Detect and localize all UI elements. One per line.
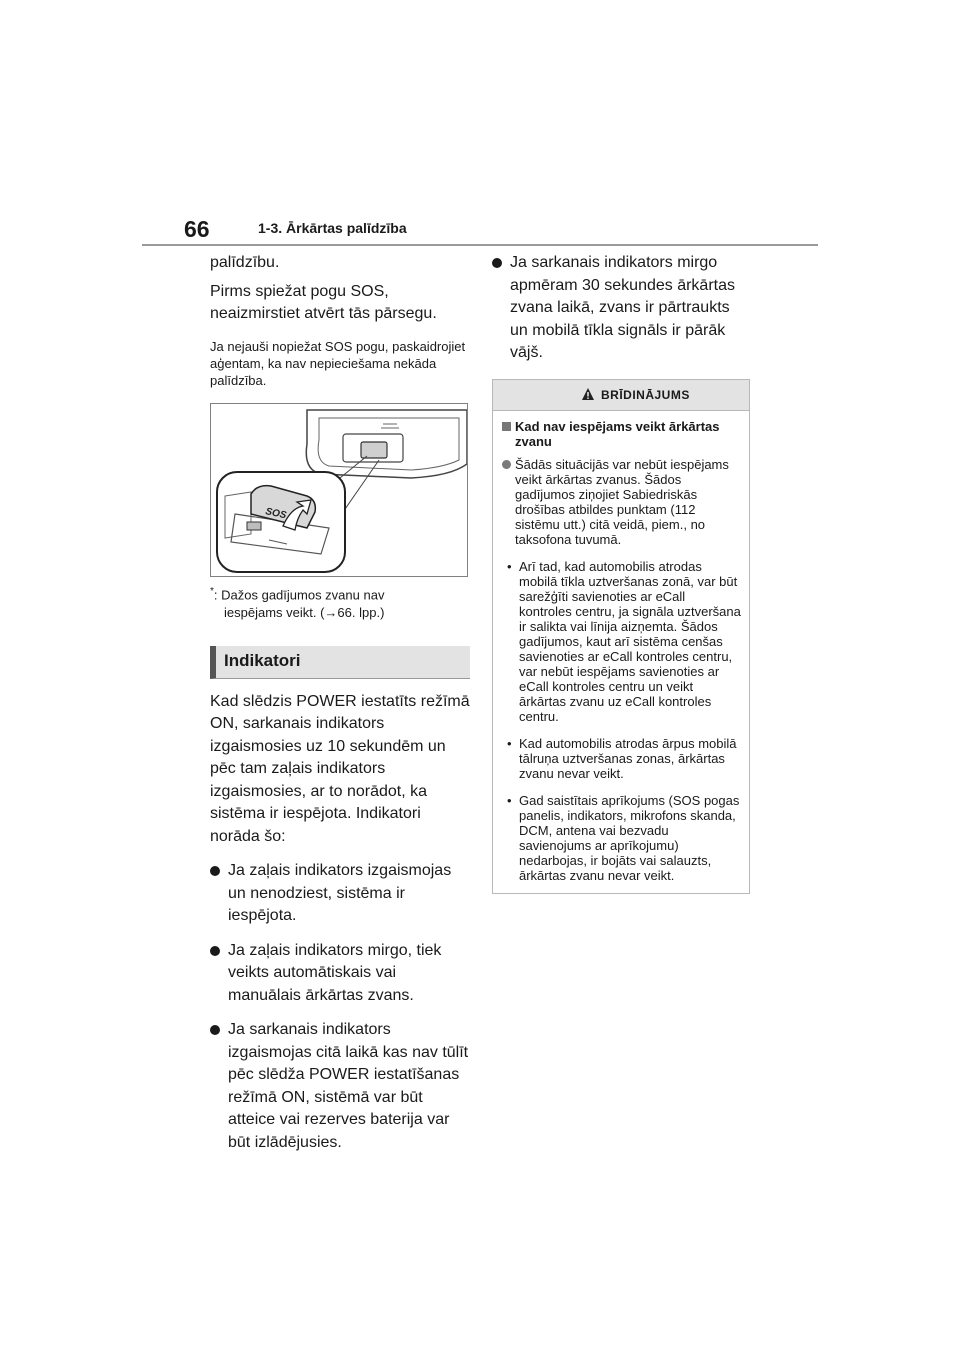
- indicator-bullets: [210, 860, 470, 1154]
- grey-bullet-icon: [502, 460, 511, 469]
- page-number: 66: [184, 216, 210, 242]
- list-item: Ja sarkanais indikators mirgo apmēram 30 sekundes ārkārtas zvana laikā, zvans ir pārtraukts un mobilā tīkla signāls ir pārāk vājš.: [492, 252, 750, 365]
- small-note: Ja nejauši nopiežat SOS pogu, paskaidrojiet aģentam, ka nav nepieciešama nekāda palīdzība.: [210, 338, 466, 388]
- warning-item: Šādās situācijās var nebūt iespējams veikt ārkārtas zvanus. Šādos gadījumos ziņojiet Sabiedriskās drošības atbildes punktam (112 sistēmu utt.) citā veidā, piem., no taksofona tuvumā.: [501, 457, 741, 547]
- header-divider: [142, 244, 818, 246]
- warning-note: • Gad saistītais aprīkojums (SOS pogas panelis, indikators, mikrofons skanda, DCM, antena vai bezvadu savienojums ar aprīkojumu) nedarbojas, ir bojāts vai salauzts, ārkārtas zvanu nevar veikt.: [507, 792, 740, 883]
- right-column: [492, 252, 750, 894]
- warning-header: [493, 380, 749, 411]
- list-item: Ja zaļais indikators izgaismojas un nenodziest, sistēma ir iespējota.: [210, 860, 470, 928]
- list-item: Ja zaļais indikators mirgo, tiek veikts automātiskais vai manuālais ārkārtas zvans.: [210, 940, 470, 1008]
- paragraph-continuation: palīdzību.: [210, 254, 280, 271]
- list-item: Ja sarkanais indikators izgaismojas citā laikā kas nav tūlīt pēc slēdža POWER iestatīšanas režīmā ON, sistēmā var būt atteice vai rezerves baterija var būt izlādējusies.: [210, 1019, 470, 1154]
- footnote-line2: iespējams veikt. (→66. lpp.): [224, 604, 385, 620]
- sos-drawing: [211, 404, 467, 576]
- page-header: [142, 206, 818, 246]
- paragraph-open-cover: Pirms spiežat pogu SOS, neaizmirstiet atvērt tās pārsegu.: [210, 282, 437, 322]
- note-bullet: •: [507, 558, 512, 574]
- indicators-paragraph: Kad slēdzis POWER iestatīts režīmā ON, sarkanais indikators izgaismosies uz 10 sekundēm un pēc tam zaļais indikators izgaismosies, ar to norādot, ka sistēma ir iespējota. Indikatori norāda šo:: [210, 692, 470, 845]
- note-bullet: •: [507, 792, 512, 808]
- warning-box: [492, 379, 750, 894]
- note-bullet: •: [507, 735, 512, 751]
- warning-title: BRĪDINĀJUMS: [601, 387, 690, 402]
- warning-note: • Arī tad, kad automobilis atrodas mobilā tīkla uztveršanas zonā, var būt sarežģīti savienoties ar eCall kontroles centru, ja signāla uztveršana ir salikta vai līnija aizņemta. Šādos gadījumos, kaut arī sistēma cenšas savienoties ar eCall kontroles centru, var nebūt iespējams savienoties ar eCall kontroles centru un veikt ārkārtas zvanu uz eCall kontroles centru.: [507, 558, 741, 724]
- footnote-mark: *: [210, 585, 214, 597]
- warning-subtitle: Kad nav iespējams veikt ārkārtas zvanu: [501, 419, 741, 449]
- section-heading: [210, 646, 470, 679]
- warning-note: • Kad automobilis atrodas ārpus mobilā tālruņa uztveršanas zonas, ārkārtas zvanu nevar veikt.: [507, 735, 737, 781]
- bullet-dot: [210, 866, 220, 876]
- figure-footnote: [210, 583, 470, 622]
- sos-button-illustration: [210, 403, 468, 577]
- section-title: Indikatori: [224, 650, 301, 670]
- left-column: [210, 252, 470, 1154]
- warning-body: [493, 411, 749, 893]
- warning-triangle-icon: [581, 387, 595, 401]
- bullet-dot: [210, 1025, 220, 1035]
- footnote-line1: : Dažos gadījumos zvanu nav: [213, 586, 385, 602]
- bullet-dot: [492, 258, 502, 268]
- right-bullets: [492, 252, 750, 365]
- bullet-dot: [210, 946, 220, 956]
- square-bullet-icon: [502, 422, 511, 431]
- sos-figure-label: SOS: [264, 505, 288, 521]
- chapter-title: 1-3. Ārkārtas palīdzība: [258, 220, 407, 236]
